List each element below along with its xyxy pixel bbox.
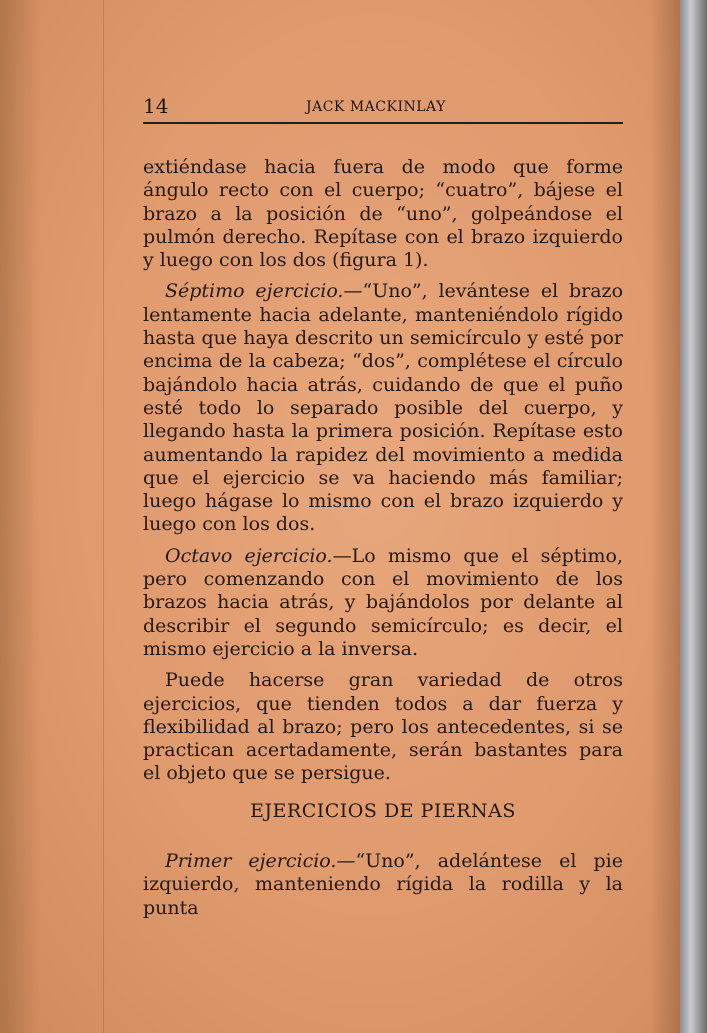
exercise-title: Primer ejercicio.: [165, 850, 337, 872]
section-heading: EJERCICIOS DE PIERNAS: [250, 800, 516, 822]
paragraph-text: —“Uno”, adelántese el pie izquierdo, manteniendo rígida la rodilla y la punta: [143, 850, 624, 919]
exercise-title: Séptimo ejercicio.: [165, 280, 344, 303]
paragraph: [143, 545, 623, 661]
body-text: [143, 156, 623, 794]
paragraph-text: —“Uno”, levántese el brazo lentamente hacia adelante, manteniéndolo rígido hasta que haya descrito un semicírculo y esté por encima de la cabeza; “dos”, complétese el círculo bajándolo hacia atrás, cuidando de que el puño esté todo lo separado posible del cuerpo, y llegando hasta la primera posición. Repítase esto aumentando la rapidez del movimiento a medida que el ejercicio se va haciendo más familiar; luego hágase lo mismo con el brazo izquierdo y luego con los dos.: [143, 280, 624, 536]
paragraph: [143, 850, 623, 920]
paragraph-text: Puede hacerse gran variedad de otros ejercicios, que tienden todos a dar fuerza y flexibilidad al brazo; pero los antecedentes, si se practican acertadamente, serán bastantes para el objeto que se persigue.: [143, 669, 623, 785]
page-header: [143, 88, 623, 124]
paragraph-text: —Lo mismo que el séptimo, pero comenzando con el movimiento de los brazos hacia atrás, y bajándolos por delante al describir el segundo semicírculo; es decir, el mismo ejercicio a la inversa.: [143, 544, 624, 660]
page-crease: [103, 0, 104, 1033]
paragraph: [143, 280, 623, 536]
paragraph: [143, 156, 623, 272]
exercise-title: Octavo ejercicio.: [165, 544, 333, 567]
page-number: 14: [143, 94, 169, 118]
paragraph-text: extiéndase hacia fuera de modo que forme ángulo recto con el cuerpo; “cuatro”, bájese el brazo a la posición de “uno”, golpeándose el pulmón derecho. Repítase con el brazo izquierdo y luego con los dos (figura 1).: [143, 156, 623, 272]
section-body: [143, 850, 623, 928]
paragraph: [143, 669, 623, 785]
scan-edge: [680, 0, 707, 1033]
running-head: JACK MACKINLAY: [306, 99, 446, 115]
